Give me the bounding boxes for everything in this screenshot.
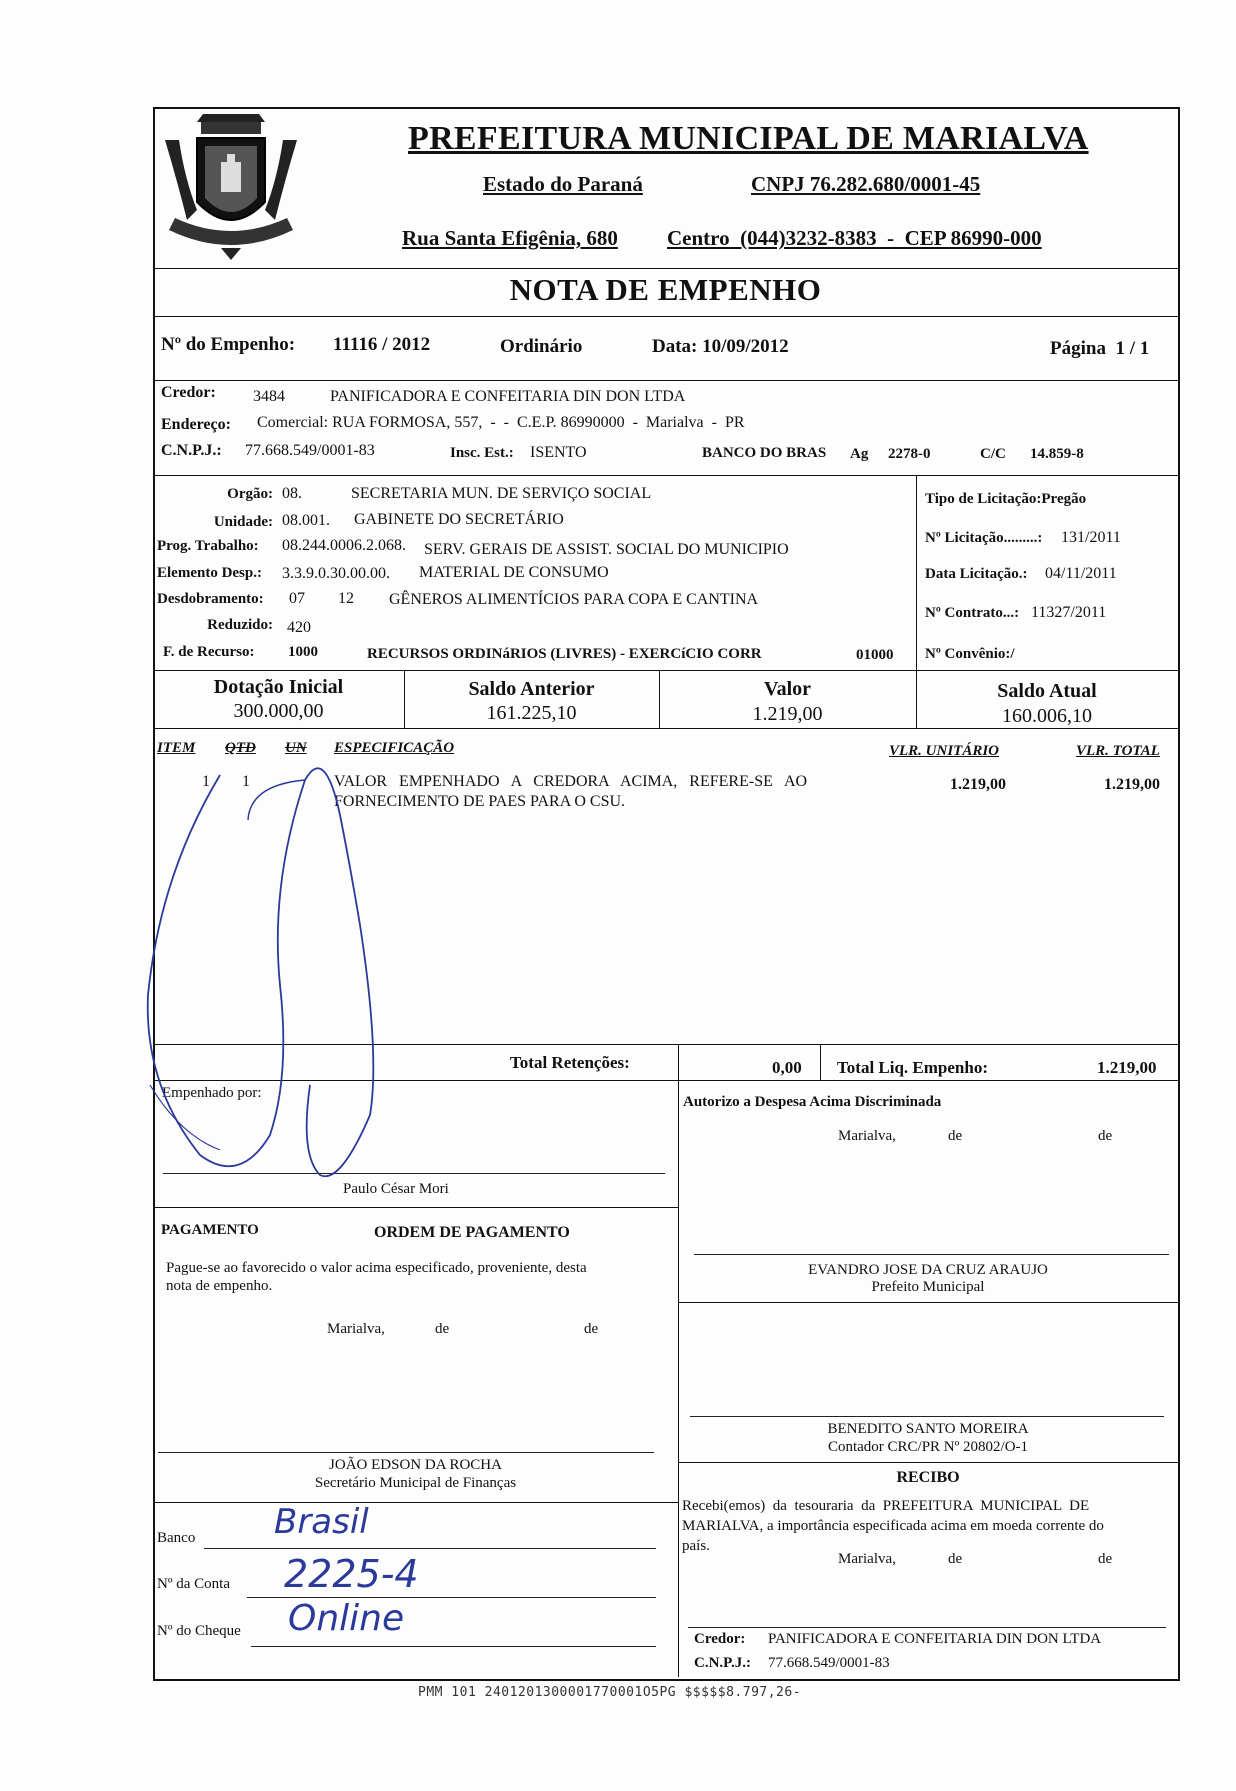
banco-handwritten: Brasil xyxy=(274,1502,369,1542)
credor-code: 3484 xyxy=(253,388,285,405)
col-total-header: VLR. TOTAL xyxy=(1076,743,1160,759)
prog-label: Prog. Trabalho: xyxy=(157,538,259,554)
recurso-code: 1000 xyxy=(288,644,318,660)
recibo-cnpj-label: C.N.P.J.: xyxy=(694,1655,751,1671)
row-unit-value: 1.219,00 xyxy=(950,776,1006,793)
conta-handwritten: 2225-4 xyxy=(284,1552,419,1596)
credor-insc: ISENTO xyxy=(530,444,587,461)
financas-signer-name: JOÃO EDSON DA ROCHA xyxy=(329,1457,502,1473)
recurso-num: 01000 xyxy=(856,647,894,663)
recibo-text-line2: MARIALVA, a importância especificada acima em moeda corrente do xyxy=(682,1518,1104,1534)
valor-label: Valor xyxy=(763,678,812,700)
cheque-handwritten: Online xyxy=(288,1598,405,1639)
unidade-label: Unidade: xyxy=(213,514,273,530)
conta-label: Nº da Conta xyxy=(157,1576,230,1592)
credor-cnpj: 77.668.549/0001-83 xyxy=(245,442,375,459)
credor-cc-label: C/C xyxy=(980,446,1006,462)
licitacao-num-label: Nº Licitação.........: xyxy=(925,530,1043,546)
document-title: NOTA DE EMPENHO xyxy=(509,272,822,307)
ordem-pagamento-title: ORDEM DE PAGAMENTO xyxy=(374,1224,570,1241)
empenho-type: Ordinário xyxy=(500,336,583,357)
contador-name: BENEDITO SANTO MOREIRA xyxy=(827,1421,1029,1437)
pagamento-de1: de xyxy=(435,1321,450,1337)
recibo-credor-label: Credor: xyxy=(694,1631,746,1647)
recurso-desc: RECURSOS ORDINáRIOS (LIVRES) - EXERCíCIO CORR xyxy=(367,646,762,662)
saldo-anterior-label: Saldo Anterior xyxy=(468,678,595,700)
footer-processing-code: PMM 101 2401201300001770001O5PG $$$$$8.797,26- xyxy=(418,1685,802,1700)
prefeito-name: EVANDRO JOSE DA CRUZ ARAUJO xyxy=(808,1262,1048,1278)
credor-address: Comercial: RUA FORMOSA, 557, - - C.E.P. 86990000 - Marialva - PR xyxy=(257,414,745,431)
desd-b: 12 xyxy=(338,590,354,607)
contrato-number: 11327/2011 xyxy=(1031,604,1107,621)
row-qtd: 1 xyxy=(242,773,250,790)
pagamento-city: Marialva, xyxy=(327,1321,385,1337)
desd-a: 07 xyxy=(289,590,305,607)
recibo-text-line1: Recebi(emos) da tesouraria da PREFEITURA MUNICIPAL DE xyxy=(682,1498,1090,1514)
recibo-de1: de xyxy=(948,1551,963,1567)
unidade-desc: GABINETE DO SECRETÁRIO xyxy=(354,511,564,528)
recibo-de2: de xyxy=(1098,1551,1113,1567)
autorizo-title: Autorizo a Despesa Acima Discriminada xyxy=(683,1094,942,1110)
row-total-value: 1.219,00 xyxy=(1104,776,1160,793)
pagamento-title: PAGAMENTO xyxy=(161,1222,259,1238)
credor-cnpj-label: C.N.P.J.: xyxy=(161,442,222,459)
autorizo-de1: de xyxy=(948,1128,963,1144)
credor-insc-label: Insc. Est.: xyxy=(450,445,514,461)
col-unit-header: VLR. UNITÁRIO xyxy=(889,743,1000,759)
state-name: Estado do Paraná xyxy=(483,172,643,196)
dotacao-inicial-label: Dotação Inicial xyxy=(213,676,344,698)
credor-ag-label: Ag xyxy=(850,446,869,462)
recibo-cnpj: 77.668.549/0001-83 xyxy=(768,1655,890,1671)
autorizo-city: Marialva, xyxy=(838,1128,896,1144)
recibo-city: Marialva, xyxy=(838,1551,896,1567)
empenho-date: Data: 10/09/2012 xyxy=(652,336,789,357)
col-item-header: ITEM xyxy=(157,740,196,756)
row-item: 1 xyxy=(202,773,210,790)
saldo-anterior-value: 161.225,10 xyxy=(486,702,577,724)
pagamento-de2: de xyxy=(584,1321,599,1337)
dotacao-inicial-value: 300.000,00 xyxy=(233,700,324,722)
empenho-number-label: Nº do Empenho: xyxy=(161,334,296,355)
empenho-number: 11116 / 2012 xyxy=(333,334,431,355)
financas-signer-role: Secretário Municipal de Finanças xyxy=(314,1475,517,1491)
unidade-code: 08.001. xyxy=(282,512,330,529)
total-retencoes-value: 0,00 xyxy=(772,1058,802,1077)
row-description-line2: FORNECIMENTO DE PAES PARA O CSU. xyxy=(334,793,626,810)
licitacao-data: 04/11/2011 xyxy=(1045,565,1117,582)
total-retencoes-label: Total Retenções: xyxy=(510,1053,630,1072)
convenio: Nº Convênio:/ xyxy=(925,646,1015,662)
empenhado-signer: Paulo César Mori xyxy=(343,1181,449,1197)
licitacao-num: 131/2011 xyxy=(1061,529,1121,546)
reduzido-label: Reduzido: xyxy=(207,617,273,633)
pagamento-text-line2: nota de empenho. xyxy=(166,1278,273,1294)
desd-desc: GÊNEROS ALIMENTÍCIOS PARA COPA E CANTINA xyxy=(389,591,759,608)
banco-label: Banco xyxy=(157,1530,196,1546)
licitacao-tipo: Tipo de Licitação:Pregão xyxy=(925,491,1087,507)
col-un-header: UN xyxy=(285,740,307,756)
total-liq-value: 1.219,00 xyxy=(1097,1058,1157,1077)
municipality-address: Rua Santa Efigênia, 680 xyxy=(402,226,618,250)
prog-code: 08.244.0006.2.068. xyxy=(282,537,406,554)
saldo-atual-label: Saldo Atual xyxy=(997,680,1097,702)
empenhado-por-label: Empenhado por: xyxy=(162,1085,262,1101)
valor-value: 1.219,00 xyxy=(752,703,823,725)
elem-code: 3.3.9.0.30.00.00. xyxy=(282,565,390,582)
signature-scribble xyxy=(140,755,460,1195)
col-espec-header: ESPECIFICAÇÃO xyxy=(334,740,455,756)
contrato-label: Nº Contrato...: xyxy=(925,605,1020,621)
municipality-title: PREFEITURA MUNICIPAL DE MARIALVA xyxy=(408,120,1089,157)
col-qtd-header: QTD xyxy=(225,740,256,756)
contador-role: Contador CRC/PR Nº 20802/O-1 xyxy=(827,1439,1029,1455)
total-liq-label: Total Liq. Empenho: xyxy=(837,1058,988,1077)
reduzido-code: 420 xyxy=(287,619,311,636)
municipal-coat-of-arms xyxy=(157,110,305,265)
credor-cc: 14.859-8 xyxy=(1030,446,1084,462)
prefeito-role: Prefeito Municipal xyxy=(871,1279,985,1295)
recurso-label: F. de Recurso: xyxy=(163,644,255,660)
desd-label: Desdobramento: xyxy=(157,591,264,607)
credor-name: PANIFICADORA E CONFEITARIA DIN DON LTDA xyxy=(330,388,686,405)
credor-ag: 2278-0 xyxy=(888,446,931,462)
recibo-credor-name: PANIFICADORA E CONFEITARIA DIN DON LTDA xyxy=(768,1631,1102,1647)
credor-address-label: Endereço: xyxy=(161,416,231,433)
saldo-atual-value: 160.006,10 xyxy=(1002,705,1092,727)
licitacao-data-label: Data Licitação.: xyxy=(925,566,1028,582)
page-number: Página 1 / 1 xyxy=(1050,338,1150,359)
recibo-title: RECIBO xyxy=(896,1469,960,1486)
orgao-desc: SECRETARIA MUN. DE SERVIÇO SOCIAL xyxy=(351,485,652,502)
credor-label: Credor: xyxy=(161,384,216,401)
row-description-line1: VALOR EMPENHADO A CREDORA ACIMA, REFERE-SE AO xyxy=(334,773,808,790)
pagamento-text-line1: Pague-se ao favorecido o valor acima especificado, proveniente, desta xyxy=(166,1260,587,1276)
cheque-label: Nº do Cheque xyxy=(157,1623,241,1639)
elem-desc: MATERIAL DE CONSUMO xyxy=(419,564,609,581)
orgao-label: Orgão: xyxy=(227,486,273,502)
municipality-cnpj: CNPJ 76.282.680/0001-45 xyxy=(751,172,981,196)
prog-desc: SERV. GERAIS DE ASSIST. SOCIAL DO MUNICIPIO xyxy=(424,541,789,558)
autorizo-de2: de xyxy=(1098,1128,1113,1144)
orgao-code: 08. xyxy=(282,485,302,502)
municipality-contact: Centro (044)3232-8383 - CEP 86990-000 xyxy=(667,226,1042,250)
credor-bank: BANCO DO BRAS xyxy=(702,445,827,461)
elem-label: Elemento Desp.: xyxy=(157,565,262,581)
recibo-text-line3: país. xyxy=(682,1538,710,1554)
